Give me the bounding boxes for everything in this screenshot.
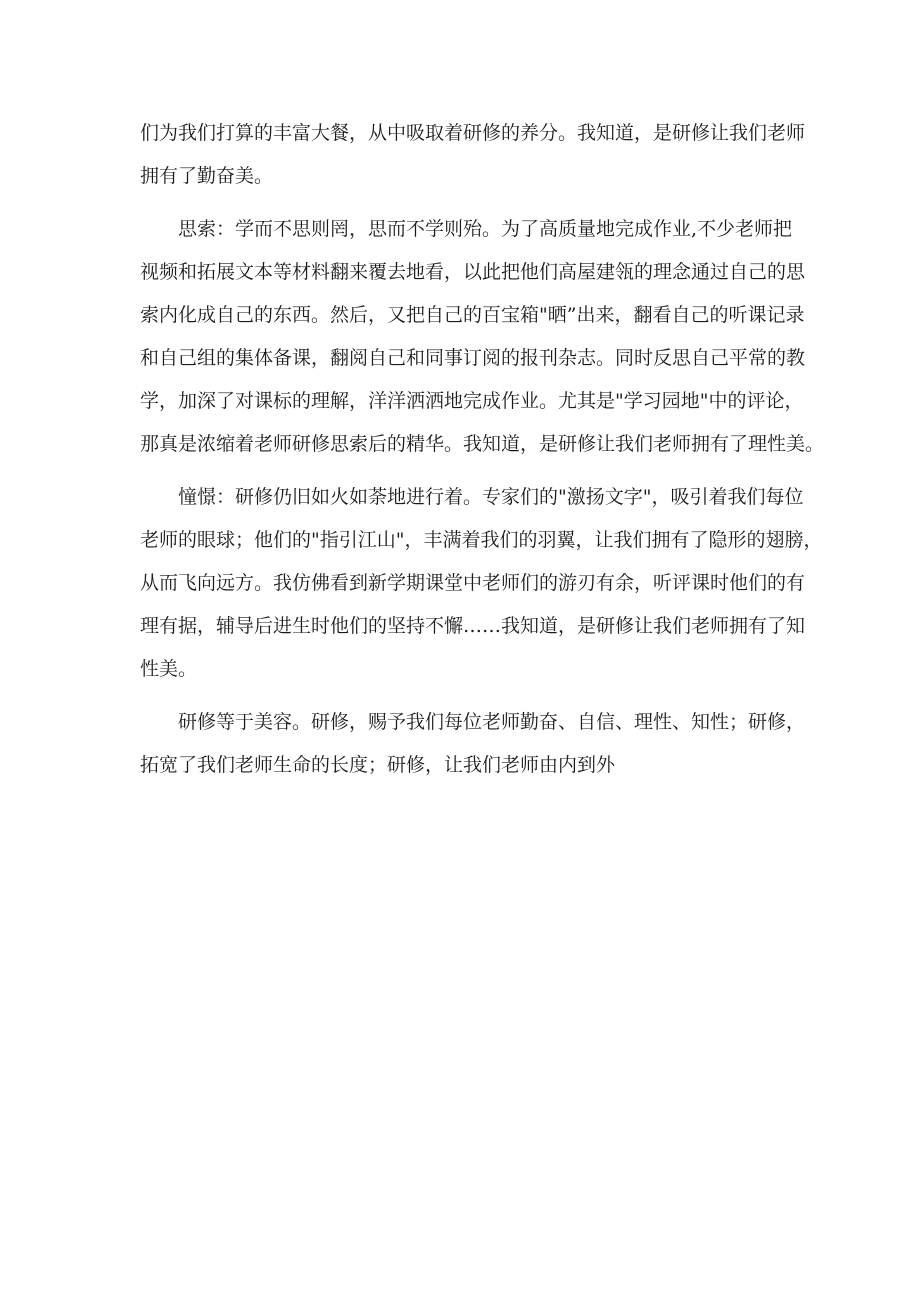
text-line: 思索：学而不思则罔，思而不学则殆。为了高质量地完成作业,不少老师把	[178, 218, 793, 240]
paragraph-diligence-end	[140, 112, 806, 198]
text-line: 老师的眼球；他们的"指引江山"，丰满着我们的羽翼，让我们拥有了隐形的翅膀，	[140, 529, 823, 551]
paragraph-gap	[140, 466, 800, 476]
paragraph-conclusion	[140, 701, 806, 787]
text-line: 从而飞向远方。我仿佛看到新学期课堂中老师们的游刃有余，听评课时他们的有	[140, 572, 806, 594]
paragraph-gap	[140, 198, 800, 208]
paragraph-gap	[140, 691, 800, 701]
paragraph-aspiration	[140, 476, 823, 691]
text-line: 理有据，辅导后进生时他们的坚持不懈……我知道，是研修让我们老师拥有了知	[140, 615, 806, 637]
paragraph-reflection	[140, 208, 825, 466]
document-body	[140, 112, 825, 787]
text-line: 们为我们打算的丰富大餐，从中吸取着研修的养分。我知道，是研修让我们老师	[140, 122, 806, 144]
text-line: 拥有了勤奋美。	[140, 165, 274, 187]
text-line: 索内化成自己的东西。然后，又把自己的百宝箱"晒”出来，翻看自己的听课记录	[140, 304, 805, 326]
text-line: 视频和拓展文本等材料翻来覆去地看，以此把他们高屋建瓴的理念通过自己的思	[140, 261, 806, 283]
text-line: 学，加深了对课标的理解，洋洋洒洒地完成作业。尤其是"学习园地"中的评论，	[140, 390, 804, 412]
text-line: 憧憬：研修仍旧如火如荼地进行着。专家们的"激扬文字"，吸引着我们每位	[178, 486, 804, 508]
text-line: 性美。	[140, 658, 198, 680]
text-line: 那真是浓缩着老师研修思索后的精华。我知道，是研修让我们老师拥有了理性美。	[140, 433, 825, 455]
text-line: 和自己组的集体备课，翻阅自己和同事订阅的报刊杂志。同时反思自己平常的教	[140, 347, 806, 369]
text-line: 拓宽了我们老师生命的长度；研修，让我们老师由内到外	[140, 754, 616, 776]
text-line: 研修等于美容。研修，赐予我们每位老师勤奋、自信、理性、知性；研修，	[178, 711, 806, 733]
